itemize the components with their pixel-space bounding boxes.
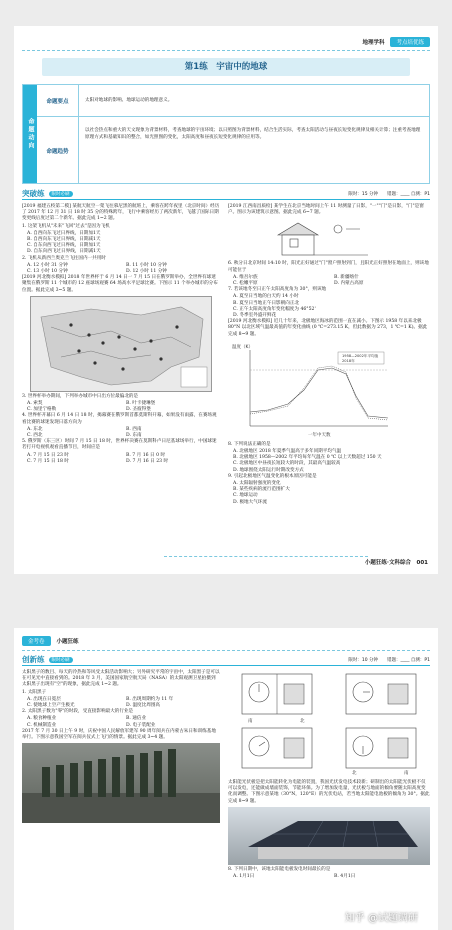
option: A. 夏至日当地的白天约 14 小时 <box>233 294 299 300</box>
solar-panel-photo <box>228 807 430 865</box>
section-bar-breakthrough <box>22 188 430 200</box>
passage-solar: 太阳能光伏板是把太阳能转化为电能的装置，我国光伏发电技术较新；研制出的太阳能光伏板不仅可以发电，还能做成墙面装饰，节能环保。为了增加发电量，光伏板与地面的倾角要随太阳高度变化而调整。下图示意某地（30°N，120°E）的光伏电站，若当地太阳能电池板的倾角为 30°。据此完成 8~9 题。 <box>228 780 430 804</box>
option: C. 13 小时 10 分钟 <box>27 269 68 275</box>
option: D. 地球围绕太阳运行时期改变方式 <box>233 467 304 473</box>
option: B. 新疆喀什 <box>334 274 359 280</box>
option: D. 冬季室外盛开鲜花 <box>233 313 277 319</box>
option: B. 4月1日 <box>334 874 356 880</box>
temperature-chart <box>228 340 428 440</box>
question-6: 6. 秋分日北京时间 14:10 时，阳光正好通过"门"窗户照射到门，且阳光正好照射在地面上，则该地可能位于 <box>228 261 429 273</box>
subject-label: 地理学科 <box>362 40 385 46</box>
section-name: 突破练 <box>22 189 45 198</box>
row-text: 太阳对地球的影响、地球运动的地理意义。 <box>85 98 173 103</box>
header-tag: 考点培优练 <box>390 37 430 47</box>
section-meta: 限时：10 分钟 错题：____ 自测：P1 <box>348 658 430 663</box>
option: A. 12 小时 31 分钟 <box>27 262 68 268</box>
row-label: 命题要点 <box>37 85 79 116</box>
russia-map-figure <box>30 296 212 392</box>
option: D. 极地大气环流 <box>233 499 268 505</box>
option: A. 太阳辐射强度的变化 <box>233 481 281 487</box>
subject-label: 小题狂练 <box>56 639 79 645</box>
header-divider <box>22 650 430 651</box>
option: B. 北极地区 1958—2002 年平均每年气温在 0 ℃ 以上天数超过 150 天 <box>233 455 382 461</box>
section-name: 创新练 <box>22 655 45 664</box>
option: A. 东北 <box>27 426 43 432</box>
option: C. 西北 <box>27 433 43 439</box>
section-sub: 限时必刷 <box>49 657 73 663</box>
page-header <box>362 36 430 48</box>
option: C. 北极地区中昼夜长短较大的时段，其最高气温较高 <box>233 461 341 467</box>
question-8: 8. 下列日期中，该地太阳能电板发电时间最长的是 <box>228 866 331 872</box>
option: D. 内蒙古高原 <box>334 281 364 287</box>
section-bar-innovation <box>22 654 430 666</box>
option: D. 电子装配业 <box>126 722 156 728</box>
passage-2: 2017 年 7 月 30 日上午 9 时，庆祝中国人民解放军建军 90 周年阅兵在内蒙古朱日和训练基地举行。下图示意我国空军在阅兵仪式上飞行的情景。据此完成 3~4 题。 <box>22 728 216 741</box>
footer-divider <box>164 556 368 557</box>
option: C. 地球运动 <box>233 493 258 499</box>
question-3: 3. 世界杯举办期间，下列举办城市中日出方位最偏北的是 <box>22 393 139 399</box>
workbook-page-1 <box>14 26 438 574</box>
question-1: 1. 这架飞机从"未来"飞回"过去"是因为飞机 <box>22 223 110 229</box>
option: C. 使地球上空产生极光 <box>27 703 75 709</box>
question-7: 7. 若该地冬至日正午太阳高度角为 30°，则该地 <box>228 287 327 293</box>
question-5: 5. 俄罗斯（东三区）时间 7 月 15 日 18 时，世界杯决赛在莫斯科卢日尼基球场举行，中国球迷若打开电视机观看直播节目，时间应是 <box>22 439 217 451</box>
question-4: 4. 世界杯开幕日 6 月 14 日 18 时，揭幕赛在俄罗斯首都莫斯科开幕，如果没有雨露，在赛场观看比赛的球迷发现日落方向为 <box>22 413 217 425</box>
window-diagram-right <box>332 670 430 780</box>
option: A. 1月1日 <box>233 874 255 880</box>
option: D. 温度比周围高 <box>126 703 161 709</box>
left-column <box>22 204 220 465</box>
direction-label-south: 南 <box>248 719 253 724</box>
option: B. 某些疾病的流行范围扩大 <box>233 487 290 493</box>
direction-label-south: 南 <box>404 771 409 776</box>
option: B. 出现周期约为 11 年 <box>126 696 174 702</box>
left-column <box>22 670 220 823</box>
option: A. 粮食种植业 <box>27 716 57 722</box>
sunlight-diagrams <box>228 670 430 780</box>
question-2: 2. 太阳黑子数为"零"的时段，受直接影响最大的行业是 <box>22 709 134 715</box>
passage-2: [2019 河北衡水模拟] 2018 年世界杯于 6 月 14 日一 7 月 15 日在俄罗斯举办，全世界有球迷聚集在俄罗斯 11 个城市的 12 座球场观赛 64 场高水平足球比赛。下图示 11 个举办城市的分布位置。据此完成 3~5 题。 <box>22 275 218 293</box>
question-9: 9. 引起北极地区气温变化的根本原因可能是 <box>228 473 317 479</box>
option: B. 11 小时 10 分钟 <box>126 262 167 268</box>
option: D. 自东向西飞过日界线，日期减1天 <box>27 249 101 255</box>
solar-panel-illustration <box>228 807 430 865</box>
row-label: 命题趋势 <box>37 117 79 184</box>
passage-1: [2019 福建五校第二模] 某航天航空一架飞往慕尼黑的航班上，乘客在跨年夜里（北京时间）经历了 2017 年 12 月 31 日 18 时 35 分的特殊跨年，飞行中乘客经历了两次新年，飞越了国际日期变更线后度过第二个新年。据此完成 1~2 题。 <box>22 204 220 222</box>
option: C. 加里宁格勒 <box>27 407 57 413</box>
legend-entry: 1958—2002年平均值 <box>342 353 379 358</box>
option: C. 松嫩平原 <box>233 281 258 287</box>
passage-3: [2019 江西南昌质检] 某学生在北京当地时间上午 11 时测量了日影，"一""门"是日影，"门"是窗户。图示为该建筑示意图。据此完成 6~7 题。 <box>228 204 424 216</box>
direction-row-points <box>37 85 429 117</box>
workbook-page-2 <box>14 628 438 930</box>
russia-map <box>31 297 211 391</box>
option: A. 北极地区 2018 年夏季气温高于多年同期平均气温 <box>233 449 342 455</box>
option: A. 维吾尔族 <box>233 274 258 280</box>
option: D. 7 月 16 日 23 时 <box>126 458 169 464</box>
chart-xlabel: 一年中天数 <box>308 432 331 438</box>
option: A. 自西向东飞过日界线，日期加1天 <box>27 230 101 236</box>
option: B. 通信业 <box>126 716 147 722</box>
direction-row-trend <box>37 117 429 184</box>
chart-ylabel: 温度（K） <box>232 344 253 350</box>
option: C. 7 月 15 日 18 时 <box>27 458 69 464</box>
direction-box <box>22 84 430 184</box>
option: D. 12 小时 11 分钟 <box>126 269 167 275</box>
watermark: 知乎 @试题调研 <box>344 913 418 924</box>
option: A. 7 月 15 日 23 时 <box>27 452 69 458</box>
option: B. 叶卡捷琳堡 <box>126 401 156 407</box>
option: B. 7 月 16 日 0 时 <box>126 452 166 458</box>
page-title: 第1练 宇宙中的地球 <box>42 58 410 76</box>
option: C. 自东向西飞过日界线，日期加1天 <box>27 243 101 249</box>
house-diagram <box>268 219 388 259</box>
direction-label-north: 北 <box>300 719 305 724</box>
option: B. 自西向东飞过日界线，日期减1天 <box>27 237 101 243</box>
right-column <box>228 204 430 506</box>
option: B. 西南 <box>126 426 142 432</box>
option: B. 夏至日当地正午日影朝向正北 <box>233 300 300 306</box>
window-diagram-left <box>228 670 326 780</box>
direction-label-north: 北 <box>352 771 357 776</box>
direction-label: 命题动向 <box>23 85 37 183</box>
right-column <box>228 670 430 880</box>
header-divider <box>22 50 430 51</box>
option: D. 东南 <box>126 433 142 439</box>
row-text: 以社会热点和重大的天文现象为背景材料，考查地球的宇宙环境；以日照图为背景材料，结合生活实际，考查太阳活动与昼夜长短变化规律及相关计算；注重考查地理原理方式和基础知识的整合，如光照图的变化，太阳高度和昼夜长短变化规律的应用等。 <box>85 128 421 140</box>
military-parade-photo <box>22 743 220 823</box>
option: D. 圣彼得堡 <box>126 407 151 413</box>
header-tag: 金考卷 <box>22 636 51 646</box>
option: A. 出现在日冕层 <box>27 696 61 702</box>
temperature-chart-figure <box>228 340 430 440</box>
passage-1: 太阳黑子的数目、每天的冷热和等风受太阳活动影响大；另外研究平常的宇宙中，太阳黑子是可以在可见光中直接看到的。2018 年 3 月，美国国家航空航天局（NASA）的太阳观测卫星拍摄到太阳黑子出现有"空"的现象，据此完成 1~2 题。 <box>22 670 220 688</box>
option: C. 机械制造业 <box>27 722 57 728</box>
option: A. 索契 <box>27 401 43 407</box>
legend-entry: 2018年 <box>342 358 355 363</box>
passage-4: [2019 河北衡水模拟] 近几十年来，北极地区海冰的范围一直在减小。下图示 1958 年以来北极 80°N 以北区域气温最高值的年变化曲线 (0 ℃=273.15 K，但此数据为 273，1 ℃=1 K)。据此完成 8~9 题。 <box>228 319 428 337</box>
question-8: 8. 下列说法正确的是 <box>228 441 271 447</box>
section-meta: 限时：15 分钟 错题：____ 自测：P1 <box>348 192 430 197</box>
option: C. 正午太阳高度角年变化幅度为 46°52' <box>233 306 316 312</box>
section-sub: 限时必刷 <box>49 191 73 197</box>
question-2: 2. 飞机从新西兰奥克兰飞往国内一共用时 <box>22 255 106 261</box>
parade-illustration <box>22 743 220 823</box>
question-1: 1. 太阳黑子 <box>22 689 47 695</box>
page2-header <box>22 636 79 646</box>
house-figure <box>228 219 430 259</box>
page-footer: 小题狂练·文科综合 001 <box>364 560 428 566</box>
